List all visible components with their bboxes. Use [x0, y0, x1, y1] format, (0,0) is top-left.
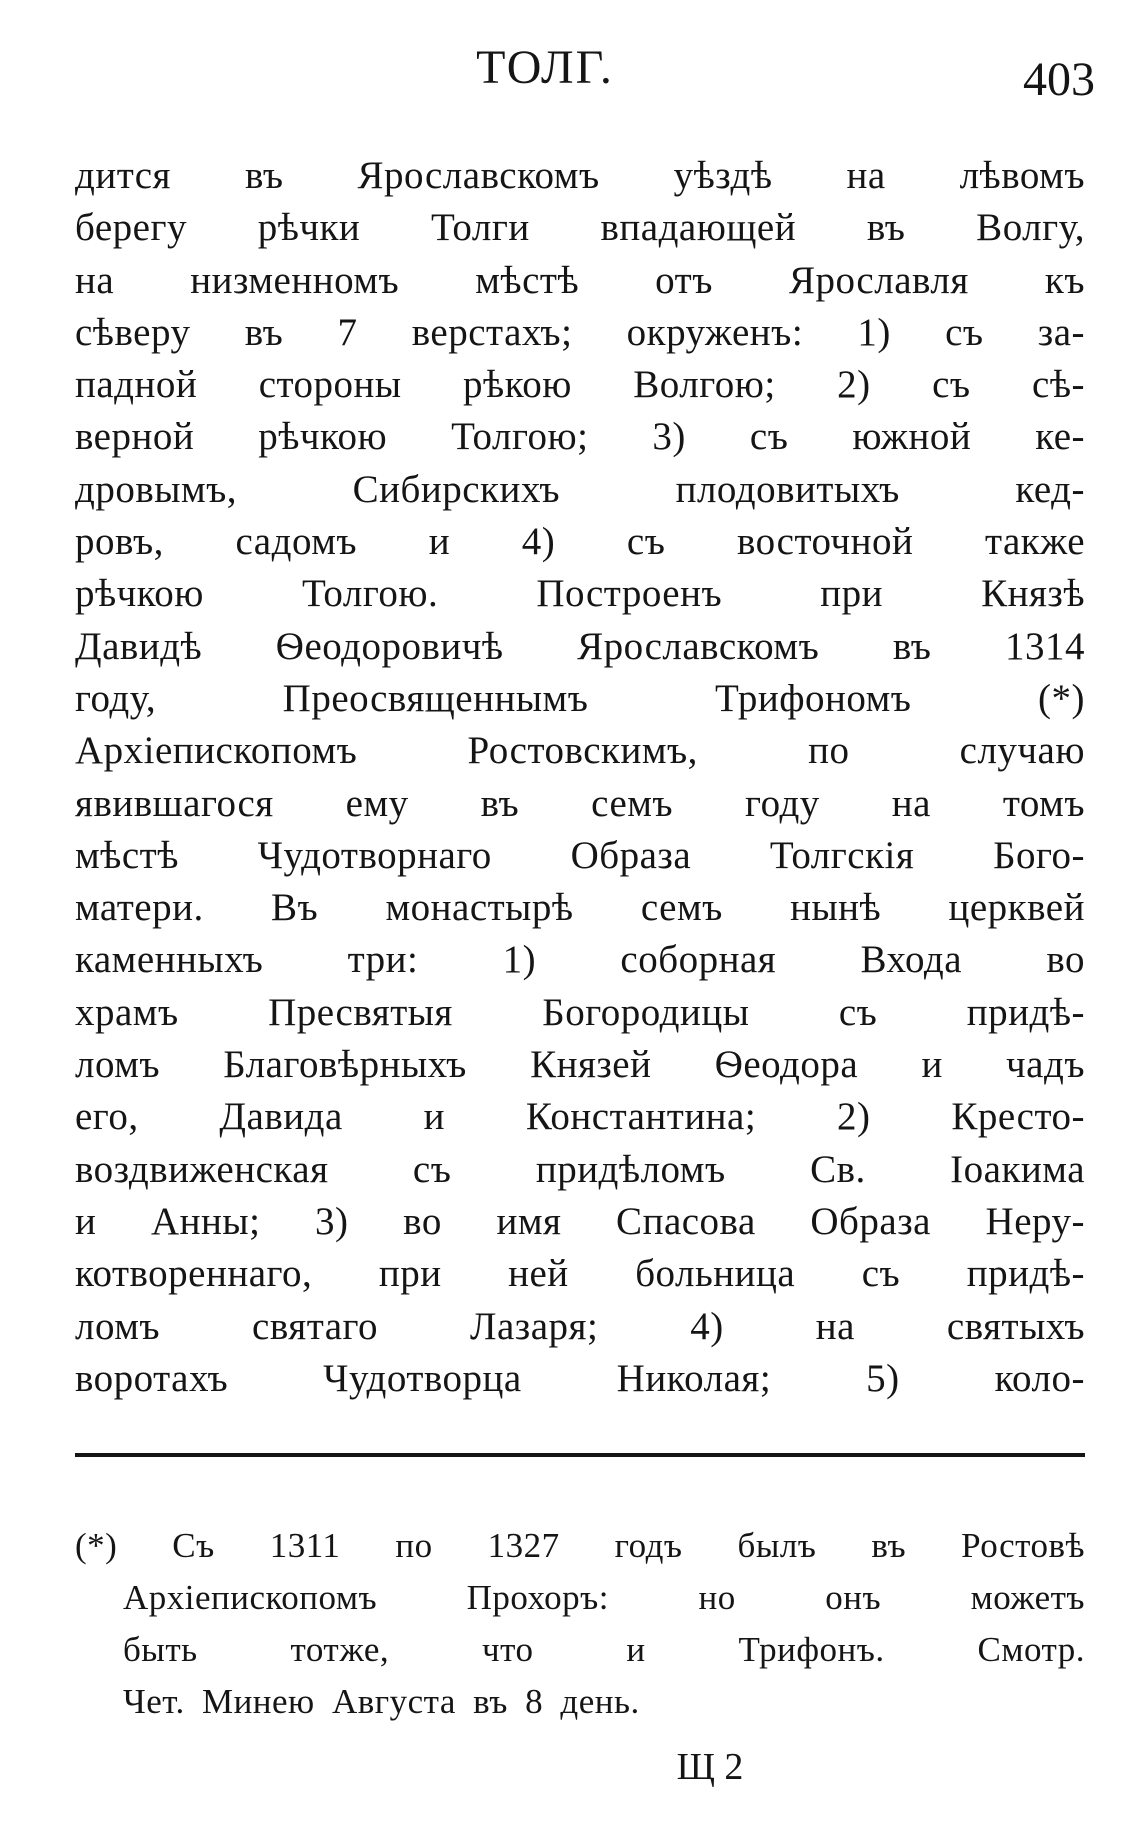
page-number: 403: [1023, 53, 1095, 106]
text-line: дровымъ, Сибирскихъ плодовитыхъ кед-: [75, 467, 1085, 511]
footnote-line: (*) Съ 1311 по 1327 годъ былъ въ Ростовѣ: [75, 1526, 1085, 1565]
text-line: Архіепископомъ Ростовскимъ, по случаю: [75, 729, 1085, 773]
footnote: [75, 1520, 1085, 1728]
text-line: на низменномъ мѣстѣ отъ Ярославля къ: [75, 258, 1085, 302]
text-line: мѣстѣ Чудотворнаго Образа Толгскія Бого-: [75, 833, 1085, 877]
text-line: храмъ Пресвятыя Богородицы съ придѣ-: [75, 990, 1085, 1034]
text-line: явившагося ему въ семъ году на томъ: [75, 781, 1085, 825]
text-line: берегу рѣчки Толги впадающей въ Волгу,: [75, 206, 1085, 250]
text-line: верной рѣчкою Толгою; 3) съ южной ке-: [75, 415, 1085, 459]
footnote-line: быть тотже, что и Трифонъ. Смотр.: [123, 1630, 1085, 1669]
signature-mark: Щ 2: [676, 1746, 744, 1788]
text-line: рѣчкою Толгою. Построенъ при Князѣ: [75, 572, 1085, 616]
text-line: котвореннаго, при ней больница съ придѣ-: [75, 1252, 1085, 1296]
running-title: ТОЛГ.: [476, 41, 614, 94]
text-line: и Анны; 3) во имя Спасова Образа Неру-: [75, 1199, 1085, 1243]
text-line: его, Давида и Константина; 2) Кресто-: [75, 1095, 1085, 1139]
text-line: ломъ святаго Лазаря; 4) на святыхъ: [75, 1304, 1085, 1348]
main-text: [75, 150, 1085, 1405]
text-line: дится въ Ярославскомъ уѣздѣ на лѣвомъ: [75, 154, 1085, 197]
text-line: Давидѣ Ѳеодоровичѣ Ярославскомъ въ 1314: [75, 624, 1085, 668]
footnote-divider: [75, 1453, 1085, 1457]
text-line: воротахъ Чудотворца Николая; 5) коло-: [75, 1356, 1085, 1400]
text-line: матери. Въ монастырѣ семъ нынѣ церквей: [75, 886, 1085, 930]
footnote-line: Чет. Минею Августа въ 8 день.: [123, 1682, 640, 1721]
text-line: каменныхъ три: 1) соборная Входа во: [75, 938, 1085, 982]
text-line: ломъ Благовѣрныхъ Князей Ѳеодора и чадъ: [75, 1043, 1085, 1087]
text-line: году, Преосвященнымъ Трифономъ (*): [75, 676, 1085, 720]
text-line: ровъ, садомъ и 4) съ восточной также: [75, 520, 1085, 564]
footnote-line: Архіепископомъ Прохоръ: но онъ можетъ: [123, 1578, 1085, 1617]
text-line: воздвиженская съ придѣломъ Св. Іоакима: [75, 1147, 1085, 1191]
text-line: падной стороны рѣкою Волгою; 2) съ сѣ-: [75, 363, 1085, 407]
text-line: сѣверу въ 7 верстахъ; окруженъ: 1) съ за-: [75, 310, 1085, 354]
